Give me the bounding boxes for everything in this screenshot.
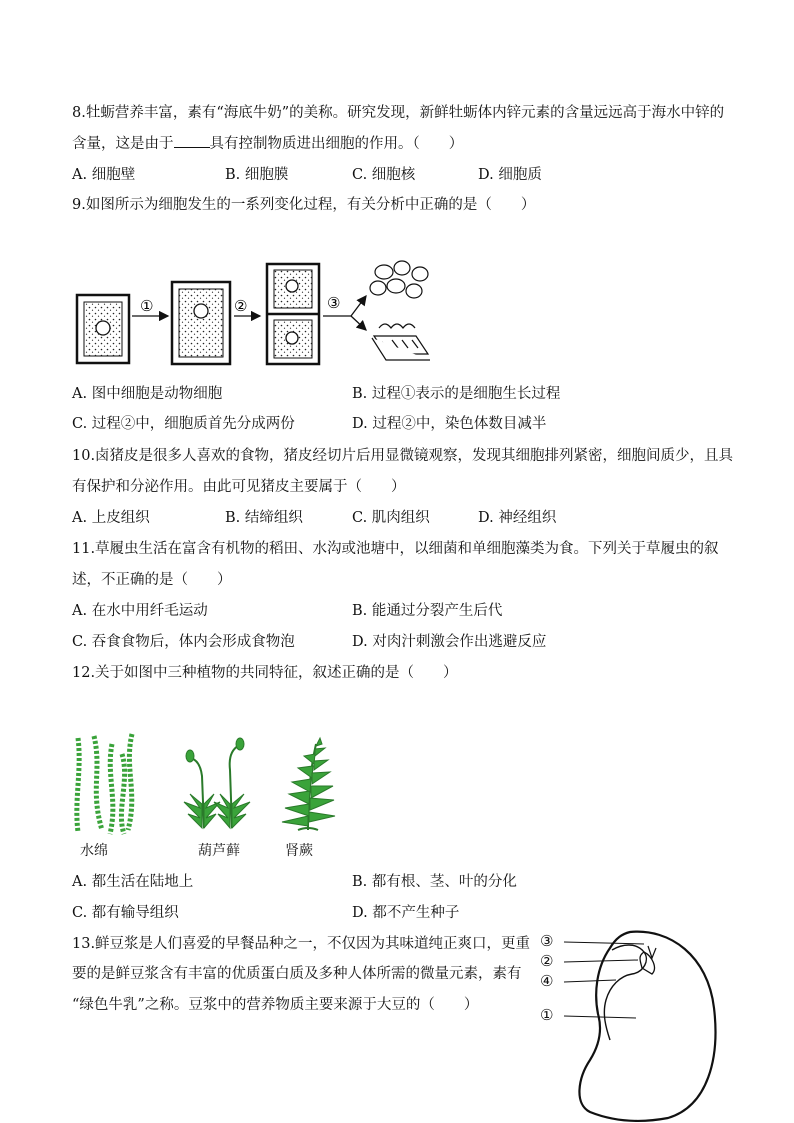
q12-option-b[interactable]: B. 都有根、茎、叶的分化	[352, 874, 517, 890]
q8-stem-line1: 8.牡蛎营养丰富，素有“海底牛奶”的美称。研究发现，新鲜牡蛎体内锌元素的含量远远高于海水中锌的	[72, 105, 725, 121]
q10-option-a[interactable]: A. 上皮组织	[72, 510, 150, 526]
q13-label-4: ④	[540, 972, 554, 990]
q12-stem: 12.关于如图中三种植物的共同特征，叙述正确的是（ ）	[72, 665, 458, 681]
q8-stem-line2	[72, 133, 463, 154]
q12-option-c[interactable]: C. 都有输导组织	[72, 905, 179, 921]
q12-plants-figure	[72, 730, 352, 840]
q13-stem-line1: 13.鲜豆浆是人们喜爱的早餐品种之一，不仅因为其味道纯正爽口，更重	[72, 936, 531, 952]
q13-stem-line3: “绿色牛乳”之称。豆浆中的营养物质主要来源于大豆的（ ）	[72, 997, 479, 1013]
q8-option-d[interactable]: D. 细胞质	[478, 167, 542, 183]
q13-label-3: ③	[540, 932, 554, 950]
q13-stem-line2: 要的是鲜豆浆含有丰富的优质蛋白质及多种人体所需的微量元素，素有	[72, 966, 522, 982]
q8-answer-blank	[174, 133, 210, 148]
q13-label-2: ②	[540, 952, 554, 970]
q11-option-c[interactable]: C. 吞食食物后，体内会形成食物泡	[72, 634, 295, 650]
q9-cell-3-divided	[267, 264, 319, 364]
q10-stem-line1: 10.卤猪皮是很多人喜欢的食物，猪皮经切片后用显微镜观察，发现其细胞排列紧密，细胞间质少，且具	[72, 448, 734, 464]
q8-stem-line2-pre: 含量，这是由于	[72, 136, 174, 152]
q11-stem-line1: 11.草履虫生活在富含有机物的稻田、水沟或池塘中，以细菌和单细胞藻类为食。下列关于草履虫的叙	[72, 541, 719, 557]
q12-option-a[interactable]: A. 都生活在陆地上	[72, 874, 194, 890]
q9-tissue-cluster-bottom	[372, 324, 430, 360]
q8-option-c[interactable]: C. 细胞核	[352, 167, 416, 183]
q11-stem-line2: 述，不正确的是（ ）	[72, 572, 232, 588]
q10-option-d[interactable]: D. 神经组织	[478, 510, 557, 526]
q12-option-d[interactable]: D. 都不产生种子	[352, 905, 460, 921]
q9-option-a[interactable]: A. 图中细胞是动物细胞	[72, 386, 223, 402]
q10-stem-line2: 有保护和分泌作用。由此可见猪皮主要属于（ ）	[72, 479, 406, 495]
q9-cell-process-figure	[76, 258, 436, 368]
q10-option-b[interactable]: B. 结缔组织	[225, 510, 303, 526]
q11-option-d[interactable]: D. 对肉汁刺激会作出逃避反应	[352, 634, 547, 650]
q9-step-3-label: ③	[327, 294, 341, 312]
q12-spirogyra-drawing	[77, 734, 132, 834]
q12-fern-drawing	[282, 738, 335, 830]
q8-stem-line2-post: 具有控制物质进出细胞的作用。（ ）	[209, 136, 464, 152]
q9-tissue-cluster-top	[370, 261, 428, 298]
q12-plant-label-moss: 葫芦藓	[198, 843, 240, 859]
q11-option-a[interactable]: A. 在水中用纤毛运动	[72, 603, 208, 619]
q9-stem: 9.如图所示为细胞发生的一系列变化过程，有关分析中正确的是（ ）	[72, 197, 536, 213]
q8-option-b[interactable]: B. 细胞膜	[225, 167, 289, 183]
q11-option-b[interactable]: B. 能通过分裂产生后代	[352, 603, 503, 619]
q13-seed-coat	[579, 932, 715, 1121]
q9-option-b[interactable]: B. 过程①表示的是细胞生长过程	[352, 386, 561, 402]
q13-label-1: ①	[540, 1006, 554, 1024]
q9-step-1-label: ①	[140, 297, 154, 315]
q8-option-a[interactable]: A. 细胞壁	[72, 167, 136, 183]
q10-option-c[interactable]: C. 肌肉组织	[352, 510, 430, 526]
q12-plant-label-spirogyra: 水绵	[80, 843, 108, 859]
q9-cell-1	[77, 295, 129, 363]
q9-cell-2	[172, 282, 230, 364]
q12-plant-label-fern: 肾蕨	[285, 843, 313, 859]
q9-option-c[interactable]: C. 过程②中，细胞质首先分成两份	[72, 416, 295, 432]
q9-option-d[interactable]: D. 过程②中，染色体数目减半	[352, 416, 547, 432]
q9-step-2-label: ②	[234, 297, 248, 315]
q13-bean-seed-diagram	[540, 928, 730, 1123]
q12-moss-drawing	[184, 738, 250, 828]
